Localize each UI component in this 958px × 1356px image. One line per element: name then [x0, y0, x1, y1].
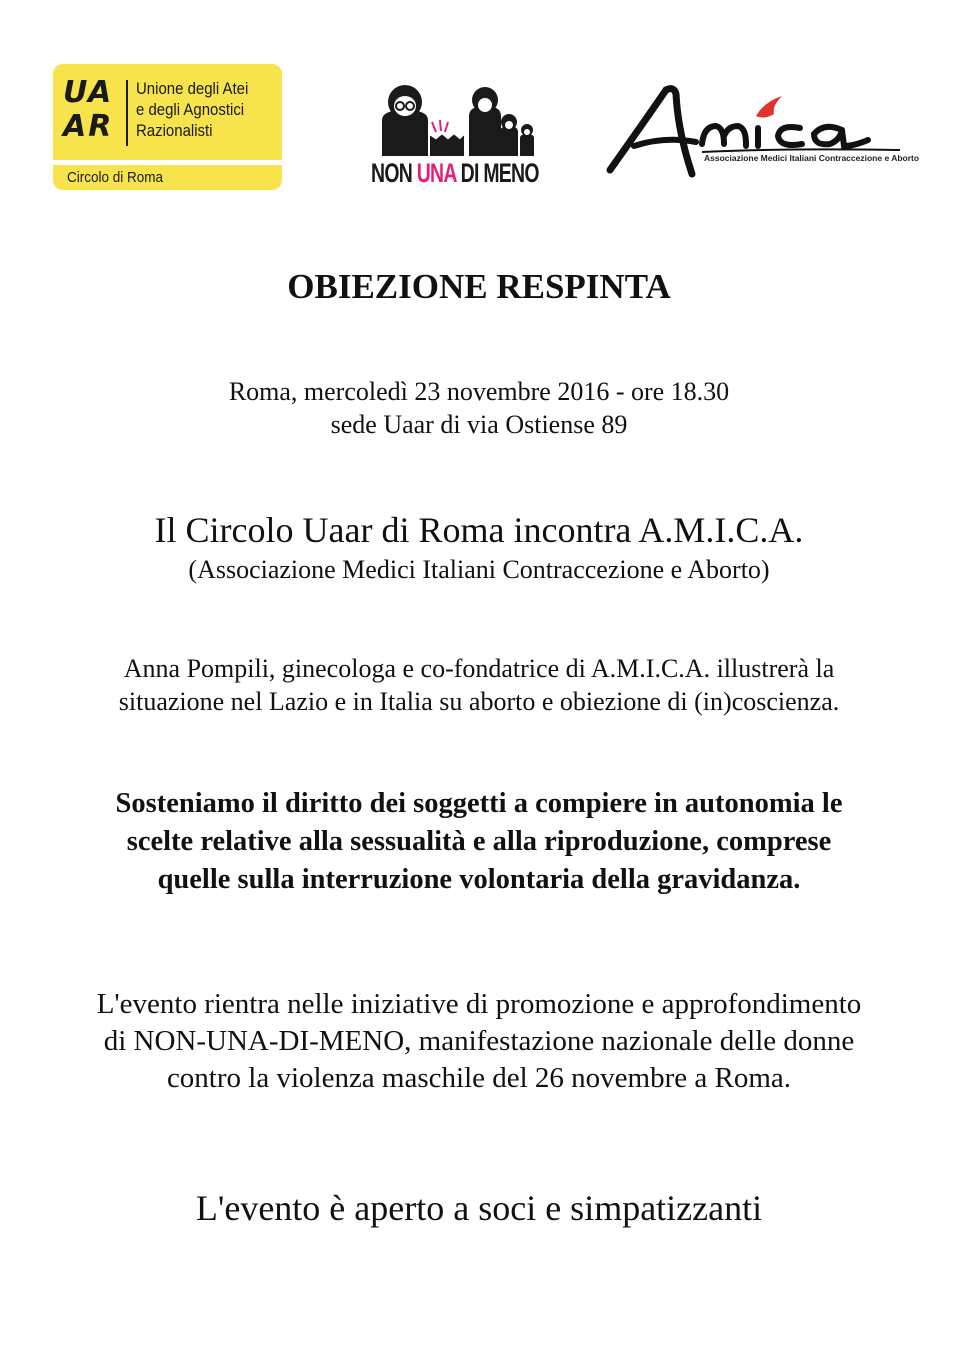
uaar-monogram-a: A	[88, 75, 114, 110]
speaker-description-line: Anna Pompili, ginecologa e co-fondatrice di A.M.I.C.A. illustrerà la	[123, 654, 835, 683]
uaar-monogram-a2: A	[63, 109, 89, 144]
uaar-monogram-u: U	[63, 75, 89, 110]
speaker-description-line: situazione nel Lazio e in Italia su aborto e obiezione di (in)coscienza.	[118, 687, 840, 716]
uaar-monogram	[63, 76, 123, 152]
nudm-word-di-meno: DI MENO	[455, 158, 539, 188]
uaar-name-line-1: Unione degli Atei	[136, 79, 249, 98]
uaar-name-line-3: Razionalisti	[136, 121, 213, 140]
event-context-line: di NON-UNA-DI-MENO, manifestazione nazionale delle donne	[103, 1025, 855, 1057]
nudm-word-non: NON	[371, 158, 417, 188]
uaar-monogram-r: R	[88, 109, 114, 144]
uaar-name-line-2: e degli Agnostici	[136, 100, 245, 119]
amica-wordmark	[604, 82, 914, 182]
closing-note: L'evento è aperto a soci e simpatizzanti	[195, 1188, 763, 1228]
uaar-logo-panel	[53, 64, 282, 160]
non-una-di-meno-logo	[368, 80, 546, 192]
statement-line: Sosteniamo il diritto dei soggetti a compiere in autonomia le	[115, 788, 843, 819]
uaar-logo	[53, 64, 282, 190]
event-date-time: Roma, mercoledì 23 novembre 2016 - ore 18.30	[228, 377, 730, 406]
page-title: OBIEZIONE RESPINTA	[287, 267, 671, 306]
uaar-circolo-panel	[53, 160, 282, 190]
amica-subtitle: Associazione Medici Italiani Contraccezione e Aborto	[704, 153, 920, 163]
statement-line: scelte relative alla sessualità e alla riproduzione, comprese	[126, 826, 832, 857]
event-venue: sede Uaar di via Ostiense 89	[330, 410, 628, 439]
meeting-subtitle: (Associazione Medici Italiani Contraccezione e Aborto)	[188, 555, 770, 584]
event-context-line: contro la violenza maschile del 26 novembre a Roma.	[166, 1062, 792, 1094]
statement-line: quelle sulla interruzione volontaria della gravidanza.	[157, 864, 801, 895]
uaar-circolo-label: Circolo di Roma	[67, 169, 164, 186]
nudm-word-una: UNA	[416, 158, 456, 188]
uaar-name	[136, 78, 259, 141]
amica-logo	[604, 82, 920, 182]
event-context-line: L'evento rientra nelle iniziative di promozione e approfondimento	[96, 988, 862, 1020]
matryoshka-dolls-icon	[368, 80, 546, 158]
uaar-divider	[126, 80, 128, 146]
meeting-title: Il Circolo Uaar di Roma incontra A.M.I.C.A.	[154, 510, 804, 550]
non-una-di-meno-wordmark	[371, 158, 539, 189]
